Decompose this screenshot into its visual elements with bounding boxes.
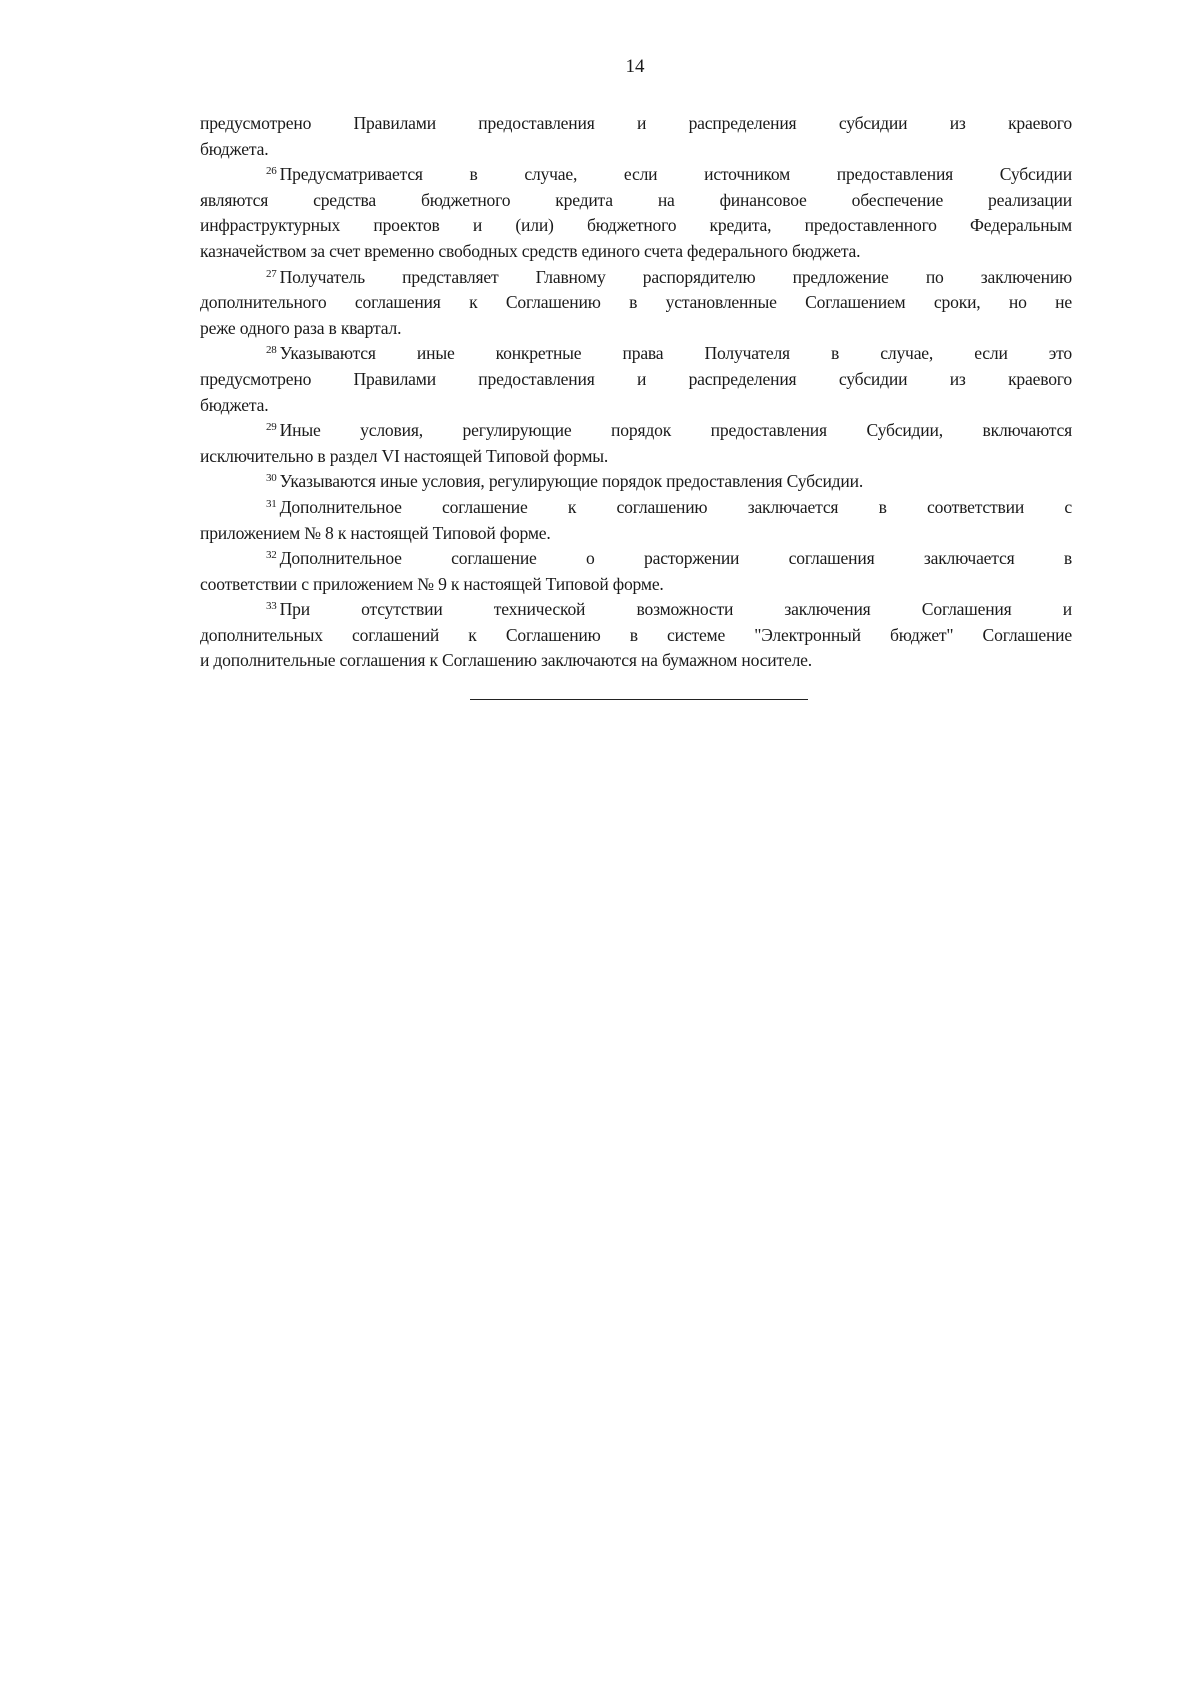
- line-text: При отсутствии технической возможности заключения Соглашения и: [279, 599, 1072, 620]
- text-line: [200, 213, 1072, 239]
- line-text: инфраструктурных проектов и (или) бюджетного кредита, предоставленного Федеральным: [200, 215, 1072, 236]
- footnote-number: 32: [266, 549, 277, 562]
- text-line: [200, 137, 1072, 163]
- line-text: предусмотрено Правилами предоставления и распределения субсидии из краевого: [200, 368, 1072, 389]
- footnote-number: 31: [266, 497, 277, 510]
- line-text: Получатель представляет Главному распорядителю предложение по заключению: [279, 266, 1072, 287]
- text-line: [200, 521, 1072, 547]
- text-line: [200, 290, 1072, 316]
- text-line: [200, 546, 1072, 572]
- text-line: [200, 162, 1072, 188]
- footnote-number: 33: [266, 600, 277, 613]
- text-line: [200, 648, 1072, 674]
- footnotes-text: [200, 111, 1072, 674]
- line-text: исключительно в раздел VI настоящей Типовой формы.: [200, 445, 609, 466]
- footnote-30: [200, 469, 1072, 495]
- footnote-number: 30: [266, 472, 277, 485]
- text-line: [200, 265, 1072, 291]
- text-line: [200, 367, 1072, 393]
- line-text: Предусматривается в случае, если источником предоставления Субсидии: [279, 164, 1072, 185]
- footnote-27: [200, 265, 1072, 342]
- line-text: являются средства бюджетного кредита на финансовое обеспечение реализации: [200, 189, 1072, 210]
- text-line: [200, 188, 1072, 214]
- text-line: [200, 572, 1072, 598]
- line-text: реже одного раза в квартал.: [200, 317, 402, 338]
- line-text: казначейством за счет временно свободных средств единого счета федерального бюджета.: [200, 240, 861, 261]
- line-text: Указываются иные конкретные права Получателя в случае, если это: [279, 343, 1072, 364]
- text-line: [200, 341, 1072, 367]
- line-text: предусмотрено Правилами предоставления и распределения субсидии из краевого: [200, 113, 1072, 133]
- text-line: [200, 597, 1072, 623]
- footnote-31: [200, 495, 1072, 546]
- line-text: Дополнительное соглашение о расторжении соглашения заключается в: [279, 548, 1072, 569]
- line-text: и дополнительные соглашения к Соглашению заключаются на бумажном носителе.: [200, 650, 812, 671]
- line-text: Иные условия, регулирующие порядок предоставления Субсидии, включаются: [279, 420, 1072, 441]
- footnote-number: 26: [266, 165, 277, 178]
- line-text: дополнительного соглашения к Соглашению в установленные Соглашением сроки, но не: [200, 292, 1072, 313]
- text-line: [200, 239, 1072, 265]
- text-line: [200, 469, 1072, 495]
- text-line: [200, 495, 1072, 521]
- line-text: бюджета.: [200, 138, 269, 159]
- line-text: Дополнительное соглашение к соглашению заключается в соответствии с: [279, 496, 1072, 517]
- footnote-29: [200, 418, 1072, 469]
- page-number: 14: [625, 56, 645, 77]
- footnote-28: [200, 341, 1072, 418]
- line-text: бюджета.: [200, 394, 269, 415]
- line-text: Указываются иные условия, регулирующие порядок предоставления Субсидии.: [279, 471, 864, 492]
- text-line: [200, 444, 1072, 470]
- text-line: [200, 418, 1072, 444]
- line-text: дополнительных соглашений к Соглашению в системе "Электронный бюджет" Соглашение: [200, 624, 1072, 645]
- footnote-number: 27: [266, 267, 277, 280]
- text-line: [200, 316, 1072, 342]
- text-line: [200, 111, 1072, 137]
- line-text: соответствии с приложением № 9 к настоящей Типовой форме.: [200, 573, 664, 594]
- end-rule: [470, 699, 808, 700]
- footnote-33: [200, 597, 1072, 674]
- footnote-26: [200, 162, 1072, 264]
- text-line: [200, 623, 1072, 649]
- line-text: приложением № 8 к настоящей Типовой форме.: [200, 522, 551, 543]
- footnote-number: 28: [266, 344, 277, 357]
- footnote-number: 29: [266, 421, 277, 434]
- footnote-continuation: [200, 111, 1072, 162]
- text-line: [200, 393, 1072, 419]
- footnote-32: [200, 546, 1072, 597]
